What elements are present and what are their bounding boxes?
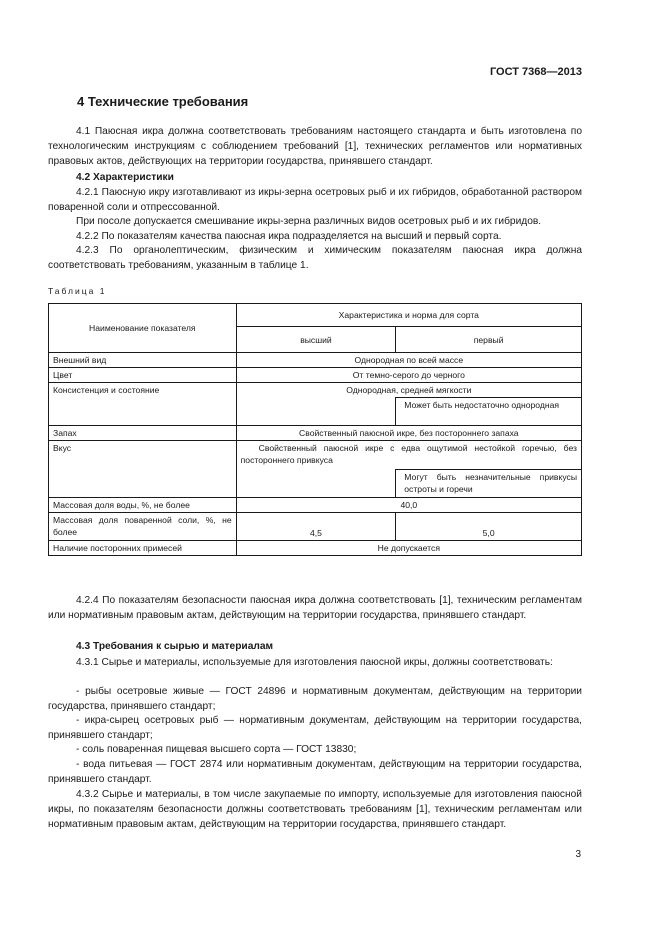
row-impurities-value: Не допускается	[236, 541, 581, 556]
row-salt-first: 5,0	[396, 513, 582, 541]
row-impurities-name: Наличие посторонних примесей	[49, 541, 237, 556]
row-taste-top-empty	[236, 470, 396, 498]
row-salt-top: 4,5	[236, 513, 396, 541]
paragraph-4-3-1: 4.3.1 Сырье и материалы, используемые для изготовления паюсной икры, должны соответствовать:	[76, 657, 553, 668]
list-item: - соль поваренная пищевая высшего сорта — ГОСТ 13830;	[76, 744, 357, 755]
row-consistency-name: Консистенция и состояние	[49, 383, 237, 426]
row-consistency-first-extra: Может быть недостаточно однородная	[396, 398, 582, 426]
row-appearance-value: Однородная по всей массе	[236, 353, 581, 368]
paragraph-4-1: 4.1 Паюсная икра должна соответствовать требованиям настоящего стандарта и быть изготовлена по технологическим инструкциям с соблюдением требований [1], технических регламентов или нормативных правовых актов, действующих на территории государства, принявшего стандарт.	[48, 126, 582, 167]
paragraph-4-2-2: 4.2.2 По показателям качества паюсная икра подразделяется на высший и первый сорта.	[76, 231, 502, 242]
row-smell-value: Свойственный паюсной икре, без постороннего запаха	[236, 426, 581, 441]
row-water-name: Массовая доля воды, %, не более	[49, 498, 237, 513]
standard-code: ГОСТ 7368—2013	[489, 66, 582, 78]
paragraph-4-2-4: 4.2.4 По показателям безопасности паюсная икра должна соответствовать [1], техническим регламентам или нормативным правовым актам, действующим на территории государства, принявшего стандарт.	[48, 595, 582, 621]
list-item: - икра-сырец осетровых рыб — нормативным документам, действующим на территории государства, принявшего стандарт;	[48, 715, 582, 741]
row-water-value: 40,0	[236, 498, 581, 513]
subsection-title-4-2: 4.2 Характеристики	[76, 172, 174, 183]
row-consistency-top-empty	[236, 398, 396, 426]
table-1	[48, 303, 582, 556]
page-number: 3	[575, 849, 581, 860]
row-appearance-name: Внешний вид	[49, 353, 237, 368]
header-indicator-name: Наименование показателя	[49, 304, 237, 353]
paragraph-4-2-1b: При посоле допускается смешивание икры-зерна различных видов осетровых рыб и их гибридов.	[76, 216, 542, 227]
row-taste-value: Свойственный паюсной икре с едва ощутимой нестойкой горечью, без постороннего привкуса	[236, 441, 581, 470]
row-color-value: От темно-серого до черного	[236, 368, 581, 383]
list-item: - рыбы осетровые живые — ГОСТ 24896 и нормативным документам, действующим на территории государства, принявшего стандарт;	[48, 686, 582, 712]
paragraph-4-2-3: 4.2.3 По органолептическим, физическим и химическим показателям паюсная икра должна соответствовать требованиям, указанным в таблице 1.	[48, 245, 582, 271]
table-caption: Таблица 1	[48, 286, 107, 296]
paragraph-4-3-2: 4.3.2 Сырье и материалы, в том числе закупаемые по импорту, используемые для изготовления паюсной икры, по показателям безопасности должны соответствовать требованиям [1], техническим регламентам или нормативным правовым актам, действующим на территории государства, принявшего стандарт.	[48, 789, 582, 830]
header-grade-first: первый	[396, 327, 582, 353]
row-consistency-value: Однородная, средней мягкости	[236, 383, 581, 398]
row-taste-first-extra: Могут быть незначительные привкусы остроты и горечи	[396, 470, 582, 498]
row-color-name: Цвет	[49, 368, 237, 383]
row-salt-name: Массовая доля поваренной соли, %, не более	[49, 513, 237, 541]
row-smell-name: Запах	[49, 426, 237, 441]
header-grade-top: высший	[236, 327, 396, 353]
section-title: 4 Технические требования	[77, 94, 249, 109]
list-item: - вода питьевая — ГОСТ 2874 или нормативным документам, действующим на территории государства, принявшего стандарт.	[48, 759, 582, 785]
subsection-title-4-3: 4.3 Требования к сырью и материалам	[76, 641, 274, 652]
header-grade-group: Характеристика и норма для сорта	[236, 304, 581, 327]
paragraph-4-2-1: 4.2.1 Паюсную икру изготавливают из икры-зерна осетровых рыб и их гибридов, обработанной раствором поваренной соли и отпрессованной.	[48, 187, 582, 213]
row-taste-name: Вкус	[49, 441, 237, 498]
